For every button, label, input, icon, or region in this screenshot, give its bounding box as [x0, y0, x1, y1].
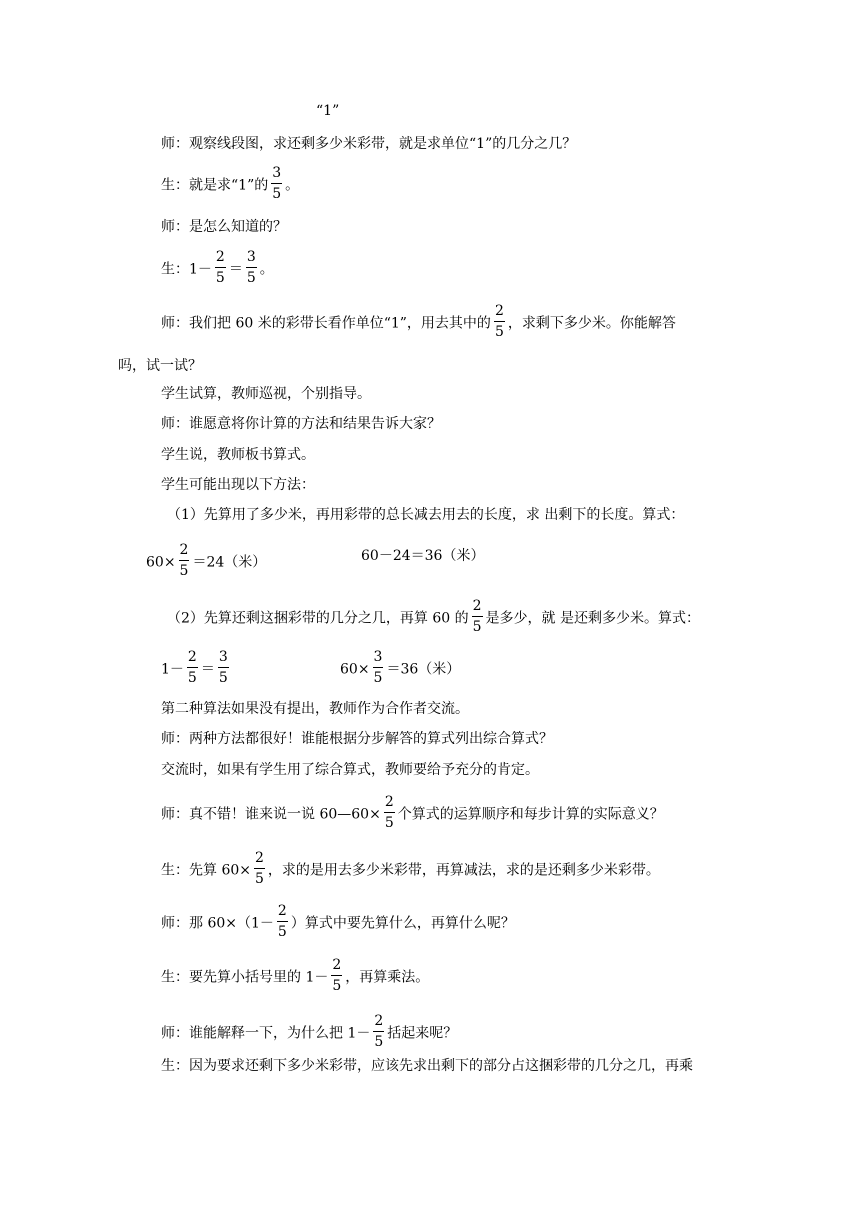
- text-line: 师：观察线段图，求还剩多少米彩带，就是求单位“1”的几分之几？: [161, 136, 577, 152]
- text: 生：要先算小括号里的 1－: [161, 969, 329, 986]
- text-line: 第二种算法如果没有提出，教师作为合作者交流。: [161, 701, 469, 717]
- text-line: [161, 249, 274, 287]
- fraction: $\frac{3}{5}$: [218, 649, 228, 686]
- equation-line: [340, 649, 461, 687]
- text-line: 学生说，教师板书算式。: [161, 447, 315, 463]
- text-line: 吗，试一试？: [118, 358, 202, 374]
- text: ，求的是用去多少米彩带，再算减法，求的是还剩多少米彩带。: [267, 862, 660, 879]
- equation-line: [146, 542, 267, 580]
- text-line: [161, 850, 660, 888]
- fraction: $\frac{3}{5}$: [246, 249, 256, 286]
- text: 60×: [146, 554, 176, 571]
- text: 生：先算 60×: [161, 862, 251, 879]
- text: ，再算乘法。: [345, 969, 430, 986]
- text-line: 学生可能出现以下方法：: [161, 477, 315, 493]
- fraction: $\frac{2}{5}$: [255, 850, 264, 887]
- text: ）算式中要先算什么，再算什么呢？: [290, 915, 515, 932]
- fraction: $\frac{2}{5}$: [215, 249, 225, 286]
- text: 1－: [161, 661, 184, 678]
- text-line: [161, 303, 676, 341]
- text: 是多少，就 是还剩多少米。算式：: [485, 610, 700, 627]
- fraction: $\frac{2}{5}$: [187, 649, 197, 686]
- text: 生：1－: [161, 261, 212, 278]
- fraction: $\frac{2}{5}$: [472, 598, 482, 635]
- text-line: 生：因为要求还剩下多少米彩带，应该先求出剩下的部分占这捆彩带的几分之几，再乘: [161, 1058, 693, 1074]
- text-line: 学生试算，教师巡视，个别指导。: [161, 386, 371, 402]
- fraction: $\frac{2}{5}$: [277, 903, 287, 940]
- text: 师：那 60×（1－: [161, 915, 274, 932]
- text-line: [161, 794, 664, 832]
- text: （2）先算还剩这捆彩带的几分之几，再算 60 的: [167, 610, 469, 627]
- text-line: [167, 598, 700, 636]
- text-line: （1）先算用了多少米，再用彩带的总长减去用去的长度，求 出剩下的长度。算式：: [167, 507, 685, 523]
- fraction: $\frac{2}{5}$: [494, 303, 504, 340]
- fraction: $\frac{2}{5}$: [384, 794, 394, 831]
- fraction: $\frac{2}{5}$: [332, 957, 342, 994]
- text: 。: [285, 177, 300, 194]
- text: 师：我们把 60 米的彩带长看作单位“1”，用去其中的: [161, 315, 491, 332]
- equation-line: 60－24＝36（米）: [361, 548, 485, 564]
- text: 括起来呢？: [387, 1025, 458, 1042]
- text-line: [161, 957, 430, 995]
- text-line: [161, 1013, 458, 1051]
- text: 生：就是求“1”的: [161, 177, 269, 194]
- segment-label: “1”: [316, 103, 340, 119]
- text: 师：真不错！谁来说一说 60—60×: [161, 806, 381, 823]
- text-line: [161, 903, 515, 941]
- text: ＝24（米）: [192, 554, 267, 571]
- text: 师：谁能解释一下，为什么把 1－: [161, 1025, 371, 1042]
- text-line: 师：两种方法都很好！谁能根据分步解答的算式列出综合算式？: [161, 731, 553, 747]
- text: 。: [259, 261, 274, 278]
- text: ，求剩下多少米。你能解答: [507, 315, 676, 332]
- text: 个算式的运算顺序和每步计算的实际意义？: [397, 806, 664, 823]
- text: ＝: [228, 261, 243, 278]
- text-line: 师：是怎么知道的？: [161, 219, 287, 235]
- text: 60×: [340, 661, 370, 678]
- fraction: $\frac{3}{5}$: [373, 649, 383, 686]
- fraction: $\frac{3}{5}$: [272, 165, 282, 202]
- text: ＝: [200, 661, 215, 678]
- text: ＝36（米）: [386, 661, 461, 678]
- equation-line: [161, 649, 232, 687]
- text-line: 交流时，如果有学生用了综合算式，教师要给予充分的肯定。: [161, 762, 539, 778]
- text-line: 师：谁愿意将你计算的方法和结果告诉大家？: [161, 416, 441, 432]
- fraction: $\frac{2}{5}$: [179, 542, 189, 579]
- fraction: $\frac{2}{5}$: [374, 1013, 384, 1050]
- text-line: [161, 165, 300, 203]
